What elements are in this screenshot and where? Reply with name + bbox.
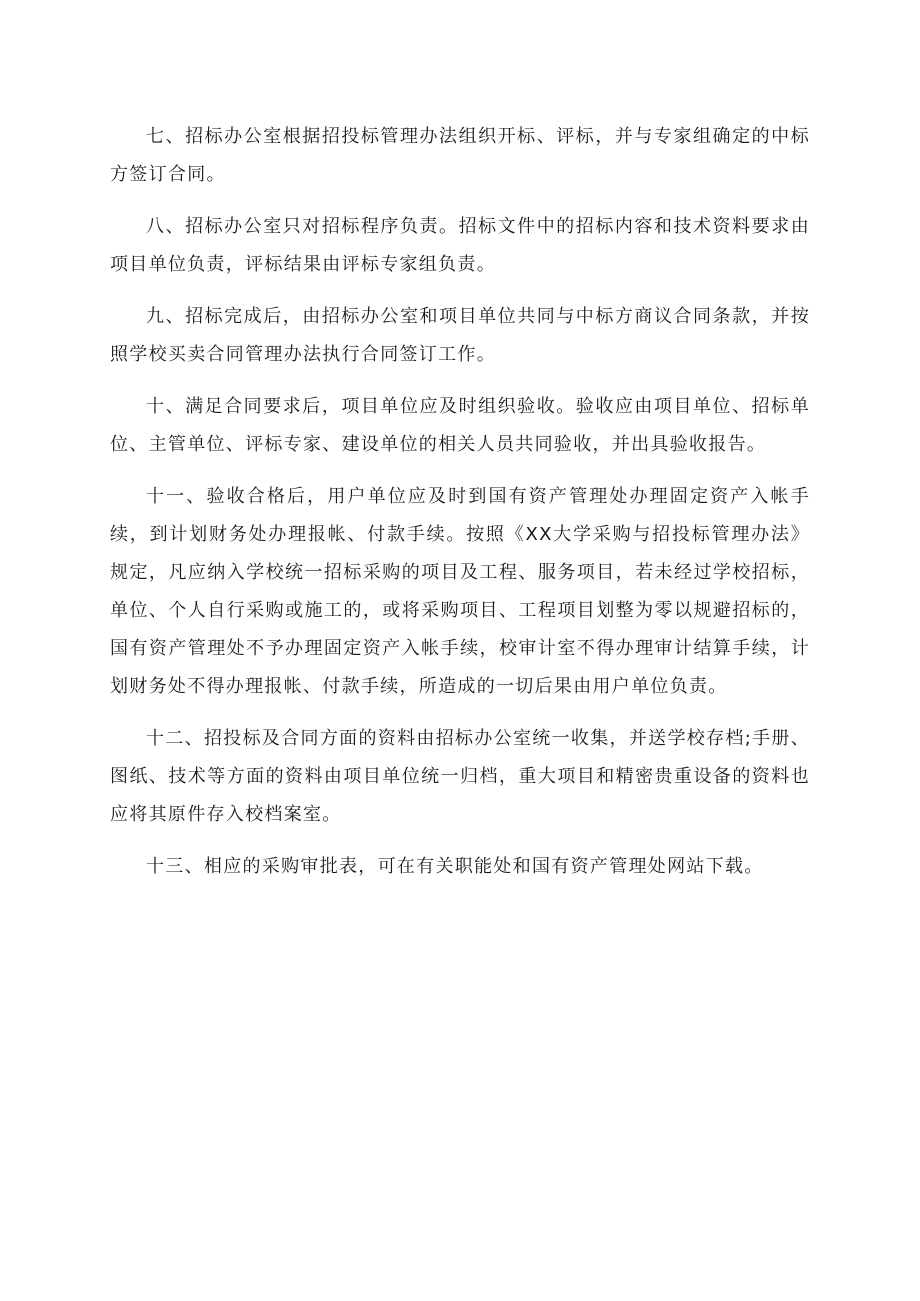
paragraph-12: 十二、招投标及合同方面的资料由招标办公室统一收集，并送学校存档;手册、图纸、技术等方面的资料由项目单位统一归档，重大项目和精密贵重设备的资料也应将其原件存入校档案室。 — [110, 728, 810, 825]
paragraph-9: 九、招标完成后，由招标办公室和项目单位共同与中标方商议合同条款，并按照学校买卖合同管理办法执行合同签订工作。 — [110, 306, 810, 365]
paragraph-10: 十、满足合同要求后，项目单位应及时组织验收。验收应由项目单位、招标单位、主管单位、评标专家、建设单位的相关人员共同验收，并出具验收报告。 — [110, 396, 810, 455]
paragraph-8: 八、招标办公室只对招标程序负责。招标文件中的招标内容和技术资料要求由项目单位负责，评标结果由评标专家组负责。 — [110, 216, 810, 275]
paragraph-7: 七、招标办公室根据招投标管理办法组织开标、评标，并与专家组确定的中标方签订合同。 — [110, 126, 810, 185]
document-body — [110, 118, 810, 900]
paragraph-11: 十一、验收合格后，用户单位应及时到国有资产管理处办理固定资产入帐手续，到计划财务处办理报帐、付款手续。按照《XX大学采购与招投标管理办法》规定，凡应纳入学校统一招标采购的项目及工程、服务项目，若未经过学校招标，单位、个人自行采购或施工的，或将采购项目、工程项目划整为零以规避招标的，国有资产管理处不予办理固定资产入帐手续，校审计室不得办理审计结算手续，计划财务处不得办理报帐、付款手续，所造成的一切后果由用户单位负责。 — [110, 486, 810, 697]
paragraph-13: 十三、相应的采购审批表，可在有关职能处和国有资产管理处网站下载。 — [146, 856, 764, 877]
